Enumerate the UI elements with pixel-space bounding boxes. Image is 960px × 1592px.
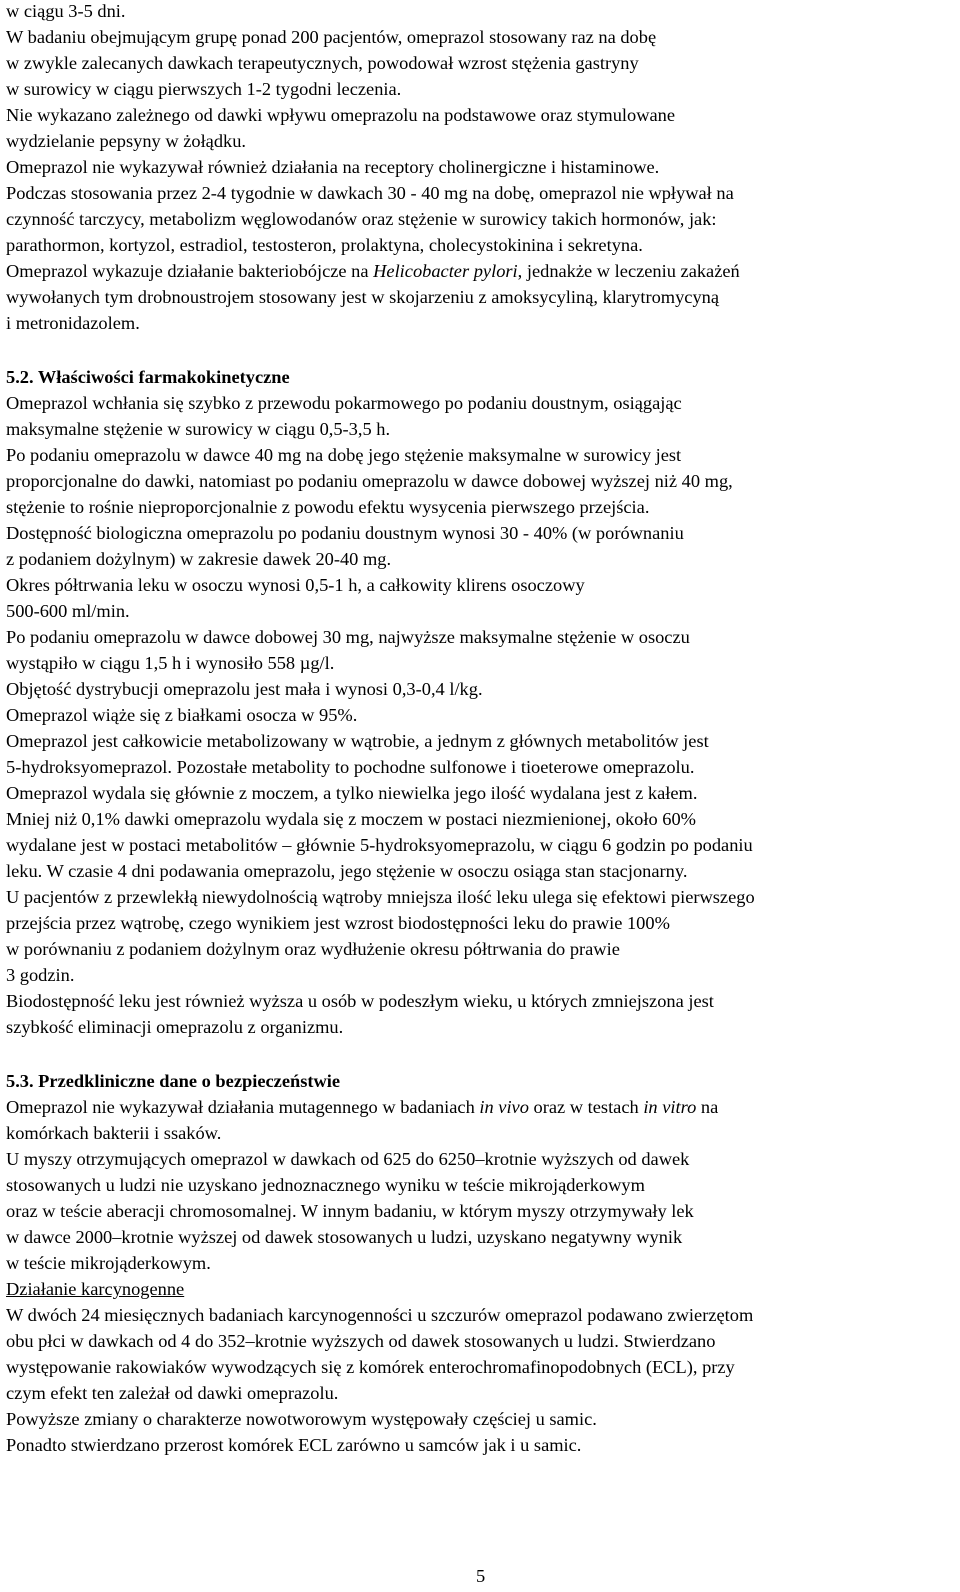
text-line: 500-600 ml/min. [6, 601, 130, 621]
text-line: wywołanych tym drobnoustrojem stosowany jest w skojarzeniu z amoksycyliną, klarytromycyną [6, 287, 719, 307]
text-line [6, 260, 740, 282]
text-line: maksymalne stężenie w surowicy w ciągu 0,5-3,5 h. [6, 419, 391, 439]
text-line: Powyższe zmiany o charakterze nowotworowym występowały częściej u samic. [6, 1409, 597, 1429]
text-segment: , jednakże w leczeniu zakażeń [517, 261, 740, 281]
text-segment: oraz w testach [528, 1097, 644, 1117]
text-line: Biodostępność leku jest również wyższa u osób w podeszłym wieku, u których zmniejszona jest [6, 991, 714, 1011]
text-line: szybkość eliminacji omeprazolu z organizmu. [6, 1017, 344, 1037]
text-line: w dawce 2000–krotnie wyższej od dawek stosowanych u ludzi, uzyskano negatywny wynik [6, 1227, 683, 1247]
text-segment: Omeprazol wykazuje działanie bakteriobójcze na [6, 261, 374, 281]
text-line: Omeprazol nie wykazywał również działania na receptory cholinergiczne i histaminowe. [6, 157, 660, 177]
text-line: obu płci w dawkach od 4 do 352–krotnie wyższych od dawek stosowanych u ludzi. Stwierdzano [6, 1331, 716, 1351]
text-segment: na [696, 1097, 719, 1117]
text-line: Mniej niż 0,1% dawki omeprazolu wydala się z moczem w postaci niezmienionej, około 60% [6, 809, 696, 829]
text-line: Omeprazol jest całkowicie metabolizowany w wątrobie, a jednym z głównych metabolitów jest [6, 731, 709, 751]
subsection-heading-carcinogenic: Działanie karcynogenne [6, 1279, 185, 1299]
text-line: Omeprazol wydala się głównie z moczem, a tylko niewielka jego ilość wydalana jest z kałem. [6, 783, 698, 803]
species-name: Helicobacter pylori [373, 261, 518, 281]
section-heading-5-2: 5.2. Właściwości farmakokinetyczne [6, 367, 290, 387]
page-number: 5 [476, 1566, 486, 1586]
text-line: czynność tarczycy, metabolizm węglowodanów oraz stężenie w surowicy takich hormonów, jak: [6, 209, 717, 229]
text-line: Po podaniu omeprazolu w dawce 40 mg na dobę jego stężenie maksymalne w surowicy jest [6, 445, 682, 465]
text-line: wystąpiło w ciągu 1,5 h i wynosiło 558 µg/l. [6, 653, 335, 673]
text-line: Omeprazol wiąże się z białkami osocza w 95%. [6, 705, 358, 725]
text-line: W dwóch 24 miesięcznych badaniach karcynogenności u szczurów omeprazol podawano zwierzętom [6, 1305, 754, 1325]
text-line: W badaniu obejmującym grupę ponad 200 pacjentów, omeprazol stosowany raz na dobę [6, 27, 657, 47]
text-line: czym efekt ten zależał od dawki omeprazolu. [6, 1383, 339, 1403]
text-line: U myszy otrzymujących omeprazol w dawkach od 625 do 6250–krotnie wyższych od dawek [6, 1149, 690, 1169]
text-line: Omeprazol wchłania się szybko z przewodu pokarmowego po podaniu doustnym, osiągając [6, 393, 682, 413]
text-line: w surowicy w ciągu pierwszych 1-2 tygodni leczenia. [6, 79, 402, 99]
text-line: Objętość dystrybucji omeprazolu jest mała i wynosi 0,3-0,4 l/kg. [6, 679, 483, 699]
text-line: parathormon, kortyzol, estradiol, testosteron, prolaktyna, cholecystokinina i sekretyna. [6, 235, 643, 255]
text-line: komórkach bakterii i ssaków. [6, 1123, 222, 1143]
text-line: stosowanych u ludzi nie uzyskano jednoznacznego wyniku w teście mikrojąderkowym [6, 1175, 645, 1195]
text-line: Dostępność biologiczna omeprazolu po podaniu doustnym wynosi 30 - 40% (w porównaniu [6, 523, 684, 543]
text-line [6, 1096, 718, 1118]
text-line: w porównaniu z podaniem dożylnym oraz wydłużenie okresu półtrwania do prawie [6, 939, 620, 959]
text-line: wydalane jest w postaci metabolitów – głównie 5-hydroksyomeprazolu, w ciągu 6 godzin po podaniu [6, 835, 753, 855]
section-heading-5-3: 5.3. Przedkliniczne dane o bezpieczeństwie [6, 1071, 341, 1091]
latin-term: in vitro [643, 1097, 697, 1117]
text-segment: Omeprazol nie wykazywał działania mutagennego w badaniach [6, 1097, 480, 1117]
text-line: 3 godzin. [6, 965, 75, 985]
text-line: wydzielanie pepsyny w żołądku. [6, 131, 247, 151]
text-line: Ponadto stwierdzano przerost komórek ECL zarówno u samców jak i u samic. [6, 1435, 582, 1455]
text-line: występowanie rakowiaków wywodzących się z komórek enterochromafinopodobnych (ECL), przy [6, 1357, 735, 1377]
text-line: U pacjentów z przewlekłą niewydolnością wątroby mniejsza ilość leku ulega się efektowi pierwszego [6, 887, 755, 907]
text-line: przejścia przez wątrobę, czego wynikiem jest wzrost biodostępności leku do prawie 100% [6, 913, 670, 933]
text-line: stężenie to rośnie nieproporcjonalnie z powodu efektu wysycenia pierwszego przejścia. [6, 497, 650, 517]
text-line: w teście mikrojąderkowym. [6, 1253, 211, 1273]
text-line: oraz w teście aberacji chromosomalnej. W innym badaniu, w którym myszy otrzymywały lek [6, 1201, 694, 1221]
text-line: w zwykle zalecanych dawkach terapeutycznych, powodował wzrost stężenia gastryny [6, 53, 639, 73]
text-line: 5-hydroksyomeprazol. Pozostałe metabolity to pochodne sulfonowe i tioeterowe omeprazolu. [6, 757, 695, 777]
text-line: leku. W czasie 4 dni podawania omeprazolu, jego stężenie w osoczu osiąga stan stacjonarny. [6, 861, 688, 881]
latin-term: in vivo [479, 1097, 529, 1117]
text-line: w ciągu 3-5 dni. [6, 1, 126, 21]
text-line: Okres półtrwania leku w osoczu wynosi 0,5-1 h, a całkowity klirens osoczowy [6, 575, 585, 595]
text-line: z podaniem dożylnym) w zakresie dawek 20-40 mg. [6, 549, 392, 569]
text-line: i metronidazolem. [6, 313, 140, 333]
text-line: Nie wykazano zależnego od dawki wpływu omeprazolu na podstawowe oraz stymulowane [6, 105, 675, 125]
text-line: proporcjonalne do dawki, natomiast po podaniu omeprazolu w dawce dobowej wyższej niż 40 mg, [6, 471, 733, 491]
text-line: Podczas stosowania przez 2-4 tygodnie w dawkach 30 - 40 mg na dobę, omeprazol nie wpływał na [6, 183, 734, 203]
text-line: Po podaniu omeprazolu w dawce dobowej 30 mg, najwyższe maksymalne stężenie w osoczu [6, 627, 690, 647]
